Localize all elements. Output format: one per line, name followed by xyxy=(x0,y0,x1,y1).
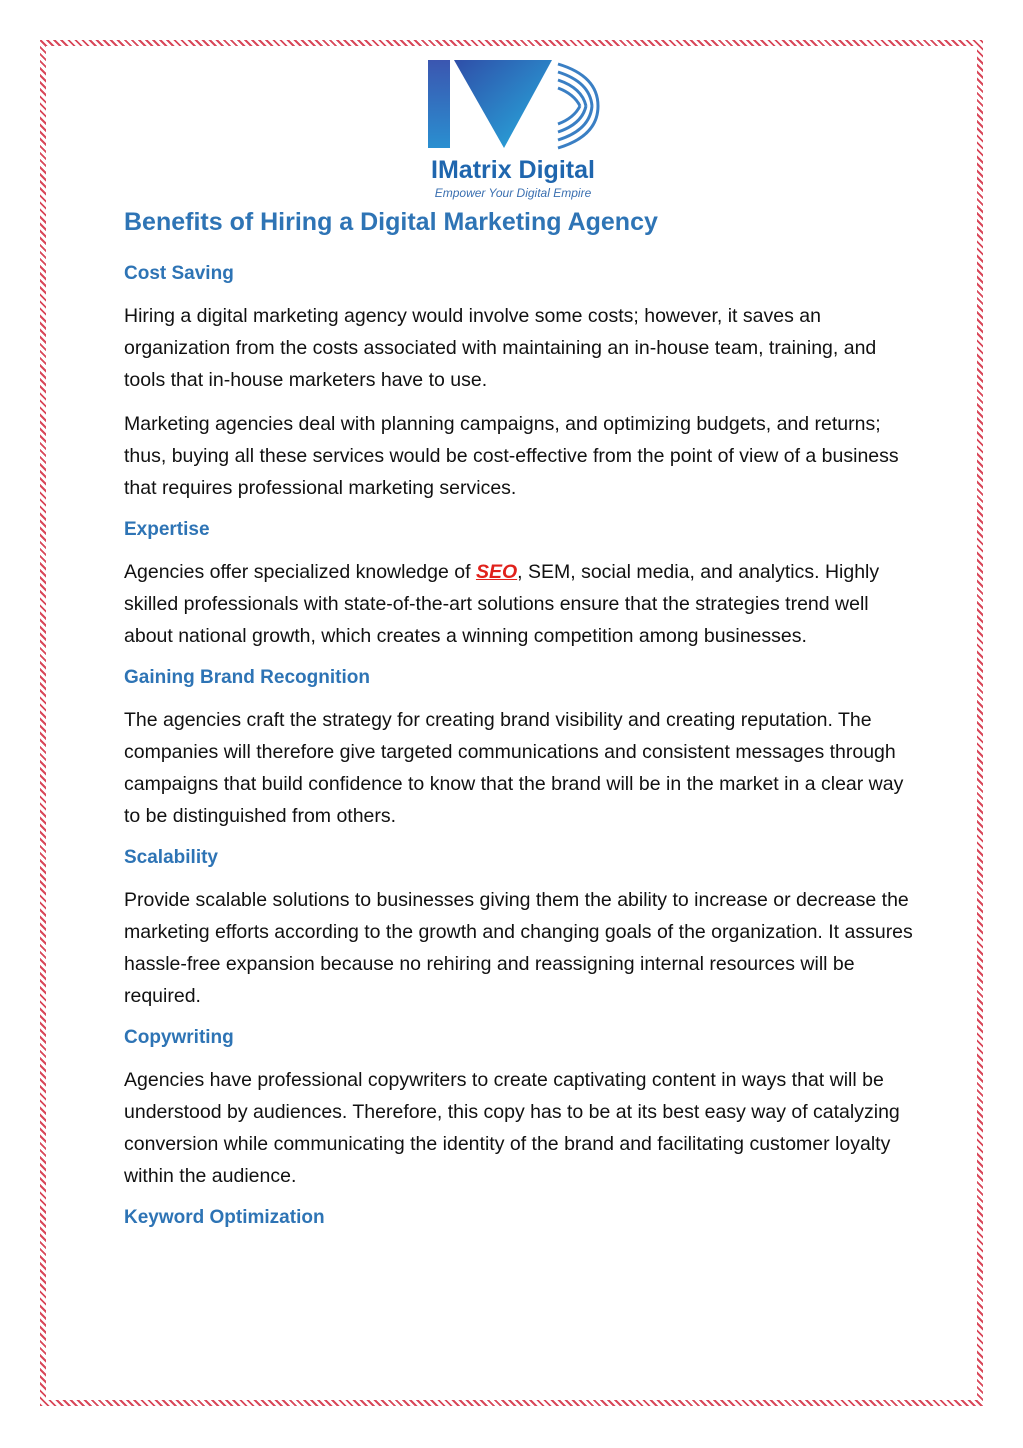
company-logo xyxy=(418,58,608,204)
paragraph: Provide scalable solutions to businesses giving them the ability to increase or decrease the marketing efforts according to the growth and changing goals of the organization. It assures hassle-free expansion because no rehiring and reassigning internal resources will be required. xyxy=(124,889,913,1007)
paragraph: Agencies have professional copywriters to create captivating content in ways that will be understood by audiences. Therefore, this copy has to be at its best easy way of catalyzing conversion while communicating the identity of the brand and facilitating customer loyalty within the audience. xyxy=(124,1069,900,1187)
section-heading-keyword-optimization: Keyword Optimization xyxy=(124,1207,325,1228)
paragraph: Marketing agencies deal with planning campaigns, and optimizing budgets, and returns; thus, buying all these services would be cost-effective from the point of view of a business that requires professional marketing services. xyxy=(124,413,899,499)
paragraph-text: , SEM, social media, and analytics. Highly skilled professionals with state-of-the-art solutions ensure that the strategies trend well about national growth, which creates a winning competition among businesses. xyxy=(124,561,880,647)
brand-name: IMatrix Digital xyxy=(431,156,595,184)
paragraph xyxy=(124,556,914,652)
section-heading-expertise: Expertise xyxy=(124,519,210,540)
seo-link[interactable]: SEO xyxy=(475,561,518,583)
section-heading-cost-saving: Cost Saving xyxy=(124,263,234,284)
brand-tagline: Empower Your Digital Empire xyxy=(434,186,592,200)
section-heading-brand-recognition: Gaining Brand Recognition xyxy=(124,667,370,688)
section-heading-copywriting: Copywriting xyxy=(124,1027,234,1048)
paragraph-text: Agencies offer specialized knowledge of xyxy=(124,561,476,583)
paragraph: Hiring a digital marketing agency would involve some costs; however, it saves an organization from the costs associated with maintaining an in-house team, training, and tools that in-house marketers have to use. xyxy=(124,305,877,391)
paragraph: The agencies craft the strategy for creating brand visibility and creating reputation. The companies will therefore give targeted communications and consistent messages through campaigns that build confidence to know that the brand will be in the market in a clear way to be distinguished from others. xyxy=(124,709,904,827)
logo-mark-icon xyxy=(422,58,604,158)
section-heading-scalability: Scalability xyxy=(124,847,218,868)
document-body xyxy=(124,204,914,1244)
document-title: Benefits of Hiring a Digital Marketing Agency xyxy=(124,208,658,236)
